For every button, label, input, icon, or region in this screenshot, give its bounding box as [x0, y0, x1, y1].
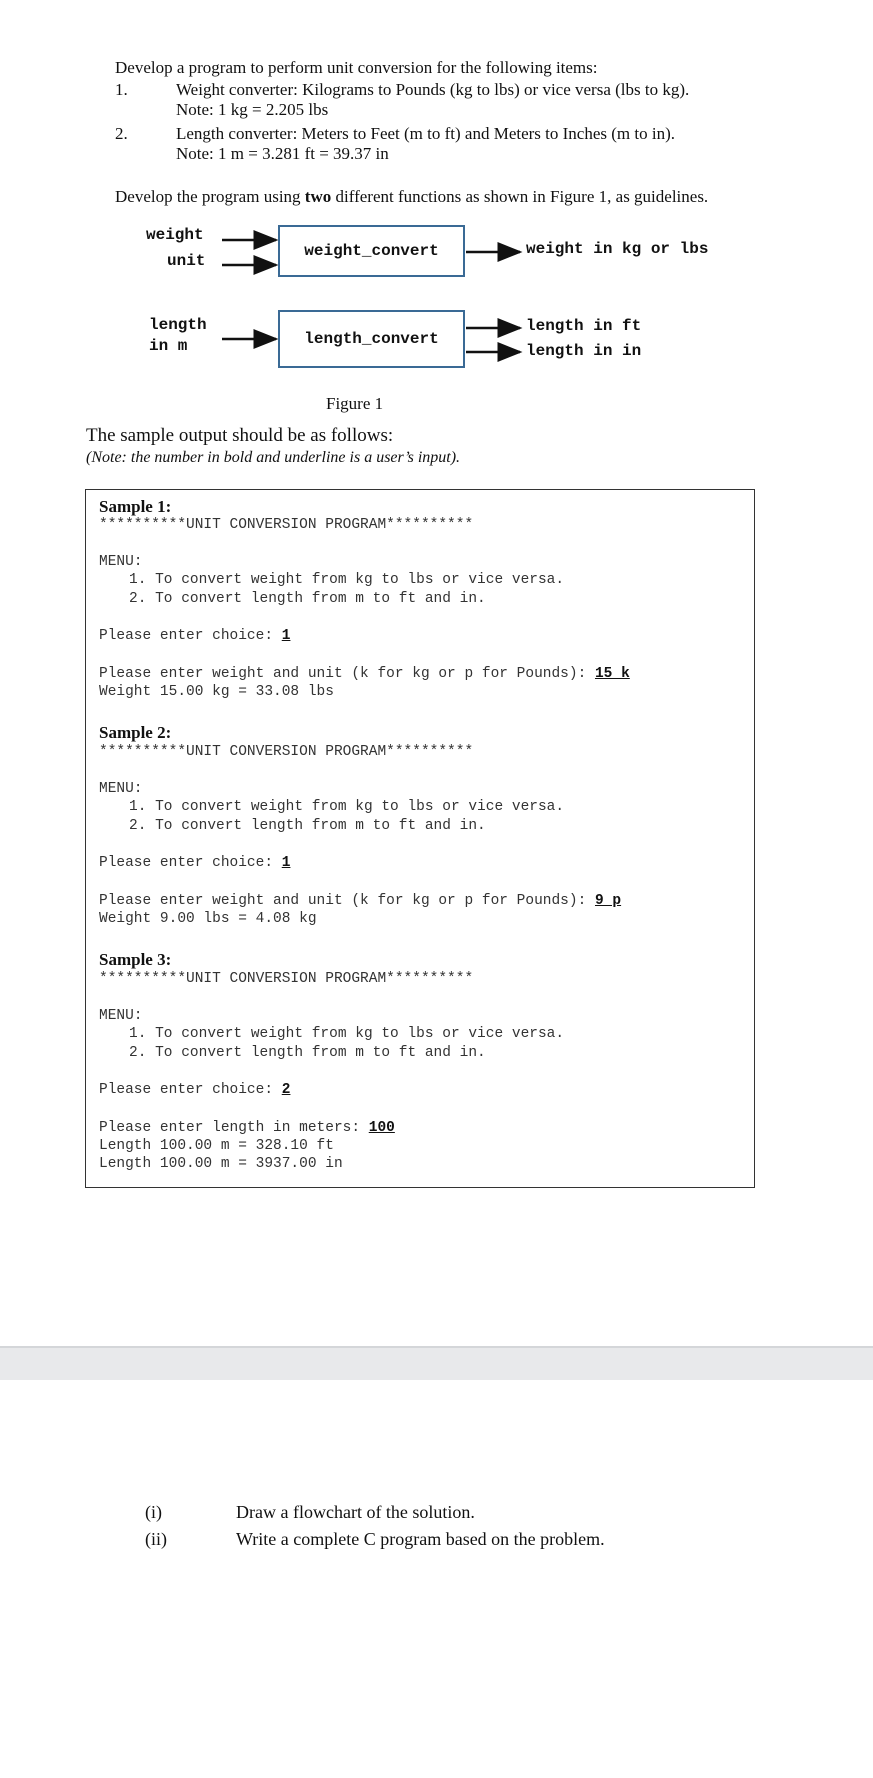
item-2-number: 2. — [115, 124, 128, 143]
length-convert-box: length_convert — [278, 310, 465, 368]
sample-3-result-2: Length 100.00 m = 3937.00 in — [99, 1156, 343, 1172]
input-label-weight: weight — [146, 226, 204, 244]
guideline-text — [115, 187, 708, 207]
sample-1-menu-item-2: 2. To convert length from m to ft and in. — [129, 591, 486, 607]
sample-1-title: Sample 1: — [99, 497, 172, 516]
item-1-number: 1. — [115, 80, 128, 99]
sample-output-intro: The sample output should be as follows: — [86, 425, 394, 446]
sample-2-value-prompt: Please enter weight and unit (k for kg or p for Pounds): — [99, 893, 595, 909]
sample-output-box — [85, 489, 755, 1188]
sample-2-banner: **********UNIT CONVERSION PROGRAM********** — [99, 744, 474, 760]
sample-1-choice-line — [99, 628, 290, 644]
page-separator — [0, 1346, 873, 1380]
guideline-bold: two — [304, 187, 332, 206]
output-label-length-in: length in in — [526, 342, 642, 360]
sample-2-result-1: Weight 9.00 lbs = 4.08 kg — [99, 911, 317, 927]
weight-convert-box: weight_convert — [278, 225, 465, 277]
sample-3-choice-input: 2 — [281, 1082, 291, 1098]
task-1-text: Draw a flowchart of the solution. — [236, 1502, 475, 1522]
sample-3-menu-heading: MENU: — [99, 1008, 143, 1024]
sample-1-banner: **********UNIT CONVERSION PROGRAM********** — [99, 517, 474, 533]
sample-1-menu-item-1: 1. To convert weight from kg to lbs or vice versa. — [129, 572, 565, 588]
sample-3-menu-item-2: 2. To convert length from m to ft and in. — [129, 1045, 486, 1061]
sample-2-title: Sample 2: — [99, 723, 172, 742]
sample-1-choice-prompt: Please enter choice: — [99, 628, 282, 644]
input-label-in-m: in m — [149, 337, 188, 355]
task-2-number: (ii) — [145, 1529, 167, 1549]
sample-3-result-1: Length 100.00 m = 328.10 ft — [99, 1138, 334, 1154]
sample-2-menu-heading: MENU: — [99, 781, 143, 797]
item-1-line-1: Weight converter: Kilograms to Pounds (kg to lbs) or vice versa (lbs to kg). — [176, 80, 690, 99]
sample-1-menu-heading: MENU: — [99, 554, 143, 570]
input-label-unit: unit — [167, 252, 206, 270]
sample-3-menu-item-1: 1. To convert weight from kg to lbs or vice versa. — [129, 1026, 565, 1042]
input-note: (Note: the number in bold and underline is a user’s input). — [86, 449, 461, 466]
item-2-line-1: Length converter: Meters to Feet (m to ft) and Meters to Inches (m to in). — [176, 124, 675, 143]
sample-2-choice-prompt: Please enter choice: — [99, 855, 282, 871]
figure-caption: Figure 1 — [326, 394, 384, 413]
sample-1-choice-input: 1 — [281, 628, 291, 644]
sample-2-menu-item-2: 2. To convert length from m to ft and in. — [129, 818, 486, 834]
sample-1-value-prompt: Please enter weight and unit (k for kg or p for Pounds): — [99, 666, 595, 682]
guideline-before: Develop the program using — [115, 187, 305, 206]
figure-1 — [0, 220, 873, 430]
sample-3-banner: **********UNIT CONVERSION PROGRAM********** — [99, 971, 474, 987]
sample-1-value-input: 15 k — [594, 666, 630, 682]
sample-1-result-1: Weight 15.00 kg = 33.08 lbs — [99, 684, 334, 700]
guideline-after: different functions as shown in Figure 1, as guidelines. — [331, 187, 709, 206]
output-label-weight: weight in kg or lbs — [526, 240, 709, 258]
sample-2-menu-item-1: 1. To convert weight from kg to lbs or vice versa. — [129, 799, 565, 815]
sample-2-value-input: 9 p — [594, 893, 622, 909]
intro-text: Develop a program to perform unit conversion for the following items: — [115, 58, 598, 77]
item-1-line-2: Note: 1 kg = 2.205 lbs — [176, 100, 329, 119]
output-label-length-ft: length in ft — [526, 317, 642, 335]
task-2-text: Write a complete C program based on the problem. — [236, 1529, 605, 1549]
sample-3-value-prompt: Please enter length in meters: — [99, 1120, 369, 1136]
sample-2-choice-line — [99, 855, 290, 871]
sample-1-value-line — [99, 666, 630, 682]
sample-3-value-line — [99, 1120, 395, 1136]
task-1-number: (i) — [145, 1502, 162, 1522]
sample-3-choice-prompt: Please enter choice: — [99, 1082, 282, 1098]
input-label-length: length — [149, 316, 207, 334]
sample-3-value-input: 100 — [368, 1120, 395, 1136]
sample-2-choice-input: 1 — [281, 855, 291, 871]
item-2-line-2: Note: 1 m = 3.281 ft = 39.37 in — [176, 144, 389, 163]
sample-3-choice-line — [99, 1082, 290, 1098]
sample-2-value-line — [99, 893, 621, 909]
sample-3-title: Sample 3: — [99, 950, 172, 969]
